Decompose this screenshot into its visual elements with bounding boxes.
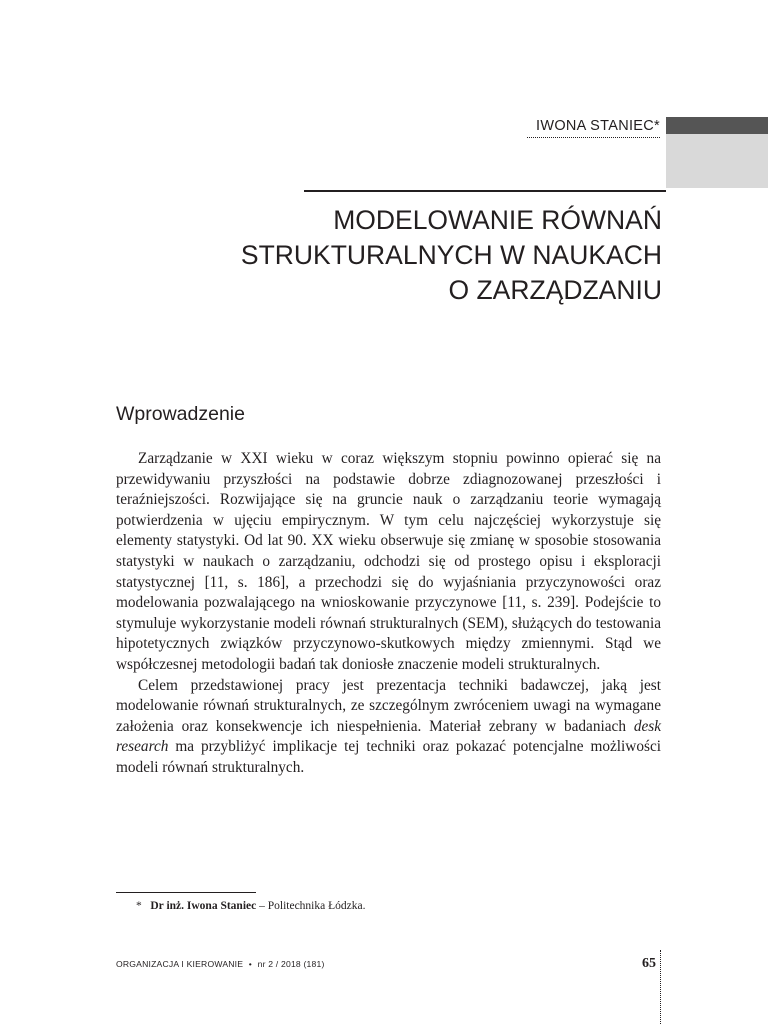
footnote — [136, 900, 365, 912]
footnote-marker: * — [136, 900, 142, 912]
footer-separator: • — [248, 959, 253, 969]
author-name: IWONA STANIEC* — [536, 118, 660, 134]
section-heading: Wprowadzenie — [116, 403, 245, 425]
paragraph-2-text-b: ma przybliżyć implikacje tej techniki oraz pokazać potencjalne możliwości modeli równań strukturalnych. — [116, 738, 661, 776]
footnote-affiliation: – Politechnika Łódzka. — [259, 900, 366, 912]
decorative-dark-band — [666, 117, 768, 134]
page-dotted-rule — [660, 950, 661, 1024]
article-title — [200, 203, 662, 308]
footnote-author: Dr inż. Iwona Staniec — [150, 900, 257, 912]
running-footer — [116, 959, 325, 969]
paragraph-2-text-a: Celem przedstawionej pracy jest prezentacja techniki badawczej, jaką jest modelowanie równań strukturalnych, ze szczególnym zwróceniem uwagi na wymagane założenia oraz konsekwencje ich niespełnienia. Materiał zebrany w badaniach — [116, 676, 661, 735]
body-text — [116, 449, 661, 779]
paragraph-2 — [116, 676, 661, 779]
journal-name: ORGANIZACJA I KIEROWANIE — [116, 959, 244, 969]
title-line-3: O ZARZĄDZANIU — [448, 275, 662, 305]
author-dotted-rule — [527, 137, 660, 138]
journal-issue: nr 2 / 2018 (181) — [257, 959, 325, 969]
paragraph-2-italic: desk research — [116, 717, 661, 756]
paragraph-1: Zarządzanie w XXI wieku w coraz większym stopniu powinno opierać się na przewidywaniu przyszłości na podstawie dobrze zdiagnozowanej przeszłości i teraźniejszości. Rozwijające się na gruncie nauk o zarządzaniu teorie wymagają potwierdzenia w ujęciu empirycznym. W tym celu najczęściej wykorzystuje się elementy statystyki. Od lat 90. XX wieku obserwuje się zmianę w sposobie stosowania statystyki w naukach o zarządzaniu, odchodzi się od prostego opisu i eksploracji statystycznej [11, s. 186], a przechodzi się do wyjaśniania przyczynowości oraz modelowania pozwalającego na wnioskowanie przyczynowe [11, s. 239]. Podejście to stymuluje wykorzystanie modeli równań strukturalnych (SEM), służących do testowania hipotetycznych związków przyczynowo-skutkowych między zmiennymi. Stąd we współczesnej metodologii badań tak doniosłe znaczenie modeli strukturalnych. — [116, 450, 661, 673]
page-number: 65 — [642, 956, 656, 971]
title-line-1: MODELOWANIE RÓWNAŃ — [333, 205, 662, 235]
title-rule — [304, 190, 666, 192]
footnote-rule — [116, 892, 256, 893]
title-line-2: STRUKTURALNYCH W NAUKACH — [240, 240, 662, 270]
